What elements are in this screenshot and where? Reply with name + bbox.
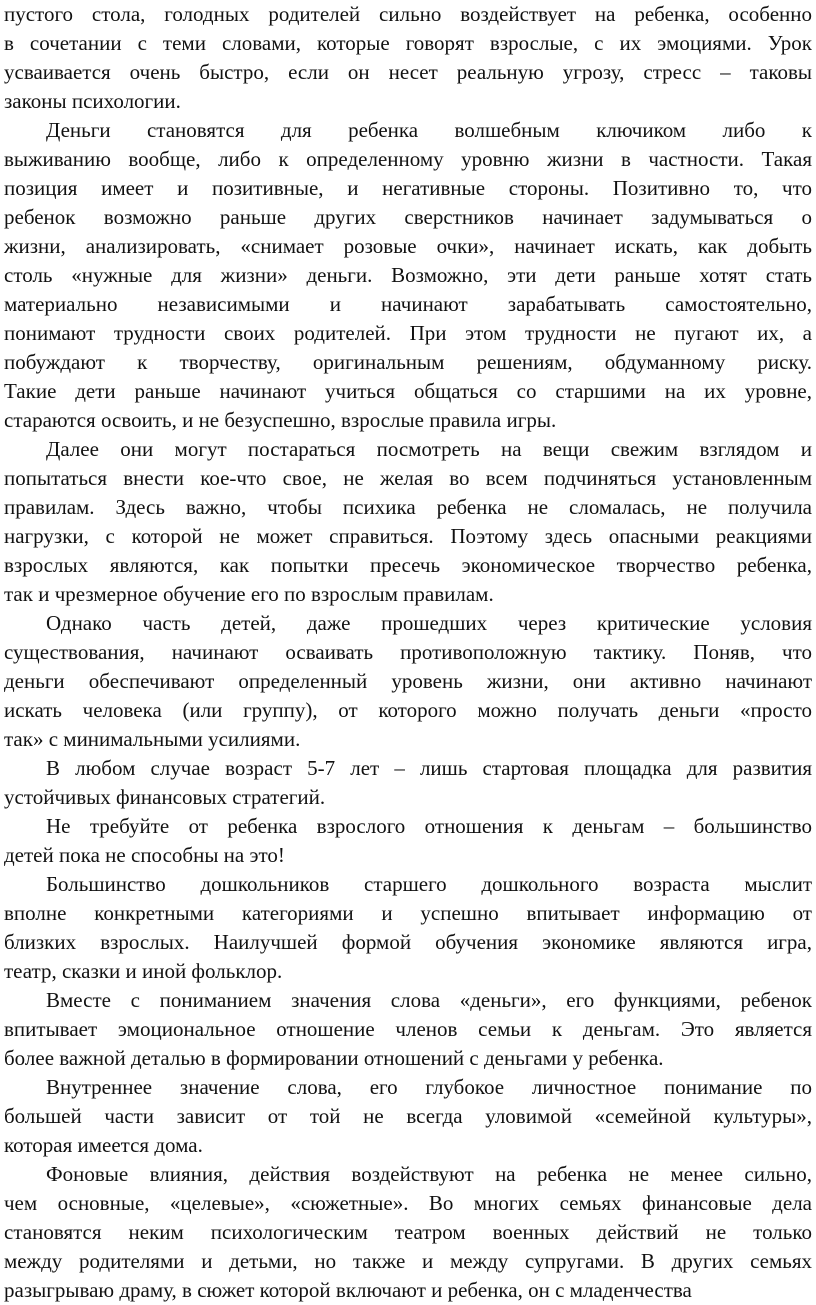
text-line: нагрузки, с которой не может справиться. Поэтому здесь опасными реакциями xyxy=(4,524,812,548)
text-line: Внутреннее значение слова, его глубокое личностное понимание по xyxy=(46,1075,812,1099)
text-line: пустого стола, голодных родителей сильно воздействует на ребенка, особенно xyxy=(4,2,812,26)
text-line: более важной деталью в формировании отношений с деньгами у ребенка. xyxy=(4,1046,664,1070)
paragraph-5 xyxy=(4,754,812,812)
text-line: столь «нужные для жизни» деньги. Возможно, эти дети раньше хотят стать xyxy=(4,263,812,287)
text-line: разыгрываю драму, в сюжет которой включают и ребенка, он с младенчества xyxy=(4,1278,692,1302)
text-line: так и чрезмерное обучение его по взрослым правилам. xyxy=(4,582,494,606)
text-line: становятся неким психологическим театром военных действий не только xyxy=(4,1220,812,1244)
text-line: в сочетании с теми словами, которые говорят взрослые, с их эмоциями. Урок xyxy=(4,31,812,55)
text-line: позиция имеет и позитивные, и негативные стороны. Позитивно то, что xyxy=(4,176,812,200)
paragraph-7 xyxy=(4,870,812,986)
text-line: усваивается очень быстро, если он несет реальную угрозу, стресс – таковы xyxy=(4,60,812,84)
paragraph-3 xyxy=(4,435,812,609)
text-line: так» с минимальными усилиями. xyxy=(4,727,301,751)
text-line: законы психологии. xyxy=(4,89,181,113)
text-line: Деньги становятся для ребенка волшебным ключиком либо к xyxy=(46,118,812,142)
text-line: Вместе с пониманием значения слова «деньги», его функциями, ребенок xyxy=(46,988,812,1012)
text-line: Далее они могут постараться посмотреть на вещи свежим взглядом и xyxy=(46,437,812,461)
text-line: выживанию вообще, либо к определенному уровню жизни в частности. Такая xyxy=(4,147,812,171)
paragraph-9 xyxy=(4,1073,812,1160)
text-line: между родителями и детьми, но также и между супругами. В других семьях xyxy=(4,1249,812,1273)
paragraph-8 xyxy=(4,986,812,1073)
text-line: В любом случае возраст 5-7 лет – лишь стартовая площадка для развития xyxy=(46,756,812,780)
text-line: Однако часть детей, даже прошедших через критические условия xyxy=(46,611,812,635)
text-line: материально независимыми и начинают зарабатывать самостоятельно, xyxy=(4,292,812,316)
text-line: театр, сказки и иной фольклор. xyxy=(4,959,283,983)
text-line: понимают трудности своих родителей. При этом трудности не пугают их, а xyxy=(4,321,812,345)
text-line: чем основные, «целевые», «сюжетные». Во многих семьях финансовые дела xyxy=(4,1191,812,1215)
text-line: устойчивых финансовых стратегий. xyxy=(4,785,326,809)
paragraph-6 xyxy=(4,812,812,870)
text-line: стараются освоить, и не безуспешно, взрослые правила игры. xyxy=(4,408,557,432)
text-line: впитывает эмоциональное отношение членов семьи к деньгам. Это является xyxy=(4,1017,812,1041)
text-line: правилам. Здесь важно, чтобы психика ребенка не сломалась, не получила xyxy=(4,495,812,519)
text-line: Фоновые влияния, действия воздействуют на ребенка не менее сильно, xyxy=(46,1162,812,1186)
text-line: ребенок возможно раньше других сверстников начинает задумываться о xyxy=(4,205,812,229)
text-line: жизни, анализировать, «снимает розовые очки», начинает искать, как добыть xyxy=(4,234,812,258)
paragraph-10 xyxy=(4,1160,812,1305)
text-line: побуждают к творчеству, оригинальным решениям, обдуманному риску. xyxy=(4,350,812,374)
text-line: Не требуйте от ребенка взрослого отношения к деньгам – большинство xyxy=(46,814,812,838)
text-line: искать человека (или группу), от которого можно получать деньги «просто xyxy=(4,698,812,722)
text-line: большей части зависит от той не всегда уловимой «семейной культуры», xyxy=(4,1104,812,1128)
text-line: существования, начинают осваивать противоположную тактику. Поняв, что xyxy=(4,640,812,664)
paragraph-1 xyxy=(4,0,812,116)
text-line: деньги обеспечивают определенный уровень жизни, они активно начинают xyxy=(4,669,812,693)
text-line: попытаться внести кое-что свое, не желая во всем подчиняться установленным xyxy=(4,466,812,490)
text-line: детей пока не способны на это! xyxy=(4,843,285,867)
text-line: Большинство дошкольников старшего дошкольного возраста мыслит xyxy=(46,872,812,896)
paragraph-4 xyxy=(4,609,812,754)
text-line: взрослых являются, как попытки пресечь экономическое творчество ребенка, xyxy=(4,553,812,577)
text-line: вполне конкретными категориями и успешно впитывает информацию от xyxy=(4,901,812,925)
text-line: Такие дети раньше начинают учиться общаться со старшими на их уровне, xyxy=(4,379,812,403)
text-line: которая имеется дома. xyxy=(4,1133,203,1157)
paragraph-2 xyxy=(4,116,812,435)
text-line: близких взрослых. Наилучшей формой обучения экономике являются игра, xyxy=(4,930,812,954)
